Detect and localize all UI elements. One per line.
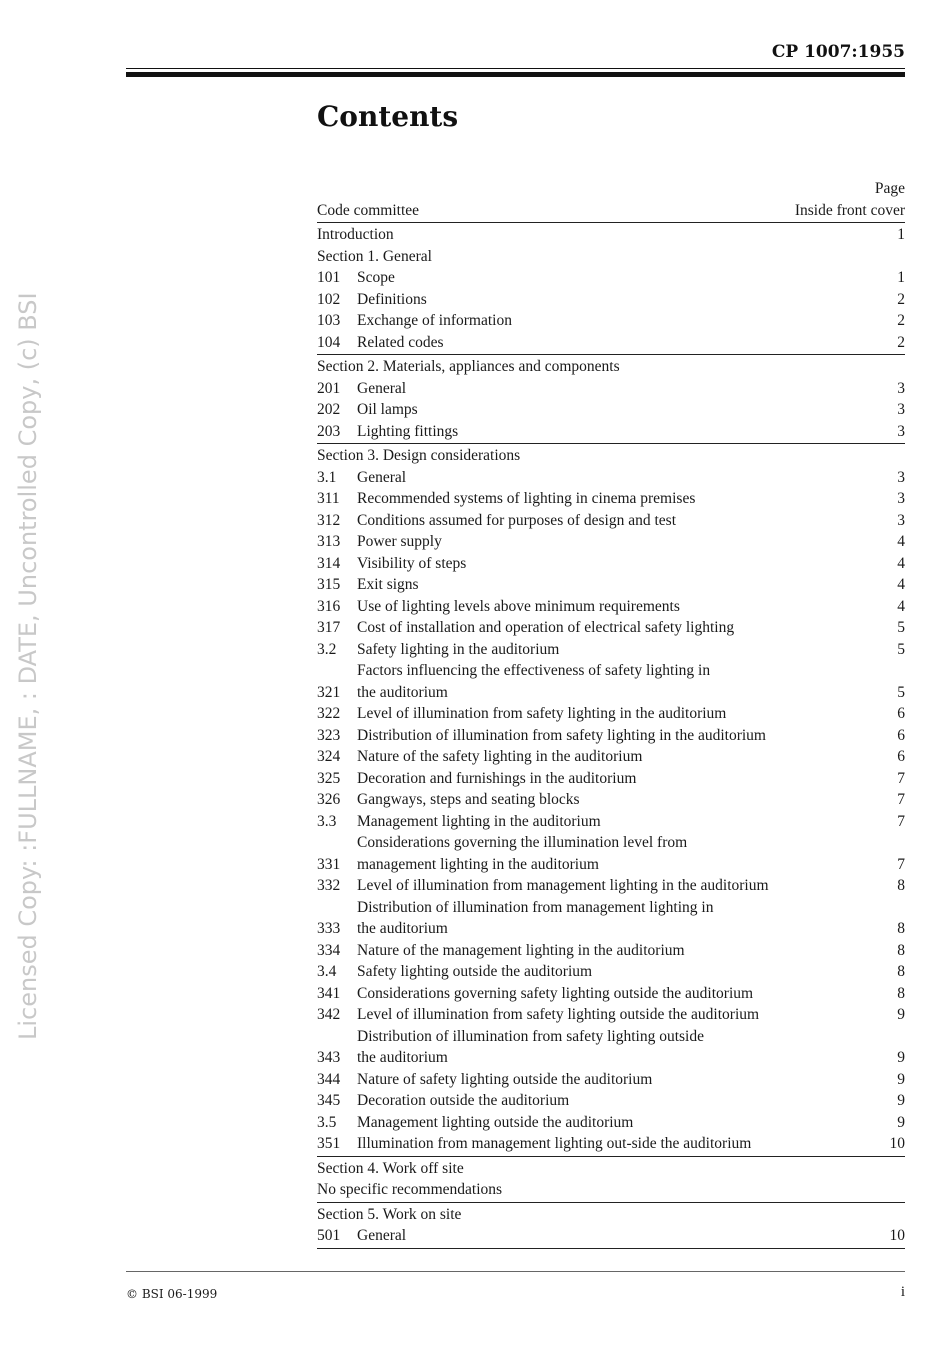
toc-entry-title-line: Section 5. Work on site [317, 1205, 462, 1223]
toc-entry-page: 8 [897, 920, 905, 937]
toc-entry [317, 421, 905, 445]
toc-entry-title-line: Decoration and furnishings in the auditorium [357, 769, 637, 787]
toc-entry-title [357, 811, 889, 833]
toc-entry-title [357, 768, 889, 790]
toc-entry-number: 3.1 [317, 468, 337, 486]
toc-entry-page: 3 [897, 401, 905, 418]
toc-heading-row [317, 356, 905, 378]
toc-entry-title-line: Distribution of illumination from management lighting in [357, 898, 714, 916]
toc-entry-title-continuation: the auditorium [357, 683, 448, 701]
toc-entry-title [317, 1204, 897, 1226]
toc-entry-title-line: Code committee [317, 201, 420, 219]
toc-entry-number: 203 [317, 422, 341, 440]
toc-entry-page: 6 [897, 748, 905, 765]
toc-entry-title-line: Definitions [357, 290, 427, 308]
toc-entry-number: 316 [317, 597, 341, 615]
toc-entry [317, 1225, 905, 1249]
toc-entry-title [357, 553, 889, 575]
toc-entry-number: 332 [317, 877, 341, 894]
toc-entry-number: 3.4 [317, 963, 337, 980]
toc-entry-title [357, 1069, 889, 1091]
toc-entry-page: 7 [897, 855, 905, 873]
toc-entry-title [357, 574, 889, 596]
toc-entry-page: Inside front cover [794, 201, 905, 219]
toc-entry-title-line: Use of lighting levels above minimum requirements [357, 597, 680, 615]
toc-entry-number: 351 [317, 1135, 341, 1152]
toc-entry-title-line: Nature of the safety lighting in the auditorium [357, 748, 643, 765]
toc-entry-title [357, 1004, 889, 1026]
toc-entry-title [357, 1225, 882, 1247]
toc-entry-title [357, 983, 889, 1005]
toc-entry-page: 6 [897, 705, 905, 722]
toc-entry-number: 331 [317, 855, 341, 873]
toc-entry-title-line: No specific recommendations [317, 1181, 503, 1198]
header-rule-thick [126, 72, 905, 77]
toc-entry-title [357, 725, 889, 747]
toc-entry-title-line: Scope [357, 269, 395, 286]
toc-entry [317, 510, 905, 532]
toc-heading-row [317, 246, 905, 268]
toc-entry-page: 4 [897, 533, 905, 550]
toc-entry-title-line: Cost of installation and operation of electrical safety lighting [357, 619, 735, 636]
toc-entry [317, 574, 905, 596]
toc-entry-number: 312 [317, 511, 341, 529]
toc-entry-title-line: Considerations governing the illumination level from [357, 834, 688, 851]
toc-entry-title-line: General [357, 468, 407, 486]
header-rule-thin [126, 68, 905, 69]
toc-entry-title [357, 289, 889, 311]
toc-entry [317, 1112, 905, 1134]
toc-entry-title [357, 639, 889, 661]
toc-entry [317, 617, 905, 639]
toc-entry-title [357, 746, 889, 768]
toc-entry-title [357, 1133, 882, 1155]
toc-entry-title-line: Power supply [357, 533, 442, 550]
footer-page-number: i [900, 1284, 905, 1300]
toc-entry-page: 8 [897, 963, 905, 980]
toc-entry-title-line: Related codes [357, 333, 444, 351]
toc-entry-title-line: Safety lighting in the auditorium [357, 640, 560, 658]
toc-entry-number: 3.3 [317, 812, 337, 830]
toc-entry-title-continuation: the auditorium [357, 1049, 448, 1066]
toc-entry [317, 746, 905, 768]
page-title: Contents [317, 100, 459, 133]
toc-entry-title-line: General [357, 379, 407, 397]
toc-entry [317, 1133, 905, 1157]
toc-entry-title-line: Exit signs [357, 576, 419, 593]
toc-entry [317, 310, 905, 332]
toc-heading-row [317, 200, 905, 224]
toc-entry-page: 3 [897, 379, 905, 397]
toc-entry-page: 5 [897, 683, 905, 701]
toc-entry-page: 10 [889, 1135, 905, 1152]
toc-entry-title-line: Level of illumination from safety lighting in the auditorium [357, 705, 727, 722]
toc-entry-title-line: Management lighting in the auditorium [357, 812, 601, 830]
toc-entry-title [357, 399, 889, 421]
toc-entry-title [357, 897, 889, 940]
toc-entry-page: 10 [889, 1227, 905, 1244]
toc-entry [317, 488, 905, 510]
toc-entry-title-line: Section 2. Materials, appliances and components [317, 358, 620, 375]
toc-entry-title [357, 1090, 889, 1112]
toc-entry [317, 660, 905, 703]
toc-entry-page: 2 [897, 290, 905, 308]
toc-entry-title [357, 617, 889, 639]
toc-entry-title [357, 940, 889, 962]
toc-entry-title [357, 267, 889, 289]
toc-entry-title-line: Visibility of steps [357, 554, 467, 572]
toc-entry-title-line: Management lighting outside the auditorium [357, 1113, 634, 1131]
toc-entry-title-line: General [357, 1227, 407, 1244]
toc-entry [317, 768, 905, 790]
toc-entry-title [357, 378, 889, 400]
toc-entry [317, 725, 905, 747]
toc-entry [317, 832, 905, 875]
toc-entry-page: 2 [897, 312, 905, 329]
toc-entry-title-line: Oil lamps [357, 401, 418, 418]
footer-rule [126, 1271, 905, 1272]
footer-copyright: © BSI 06-1999 [126, 1287, 218, 1301]
toc-entry-title [317, 1158, 897, 1180]
toc-entry [317, 1069, 905, 1091]
toc-entry-title-line: Safety lighting outside the auditorium [357, 963, 593, 980]
toc-entry-title-line: Section 1. General [317, 247, 432, 265]
toc-entry-title-line: Recommended systems of lighting in cinema premises [357, 490, 696, 507]
toc-entry-number: 104 [317, 333, 341, 351]
toc-entry-number: 343 [317, 1049, 341, 1066]
toc-entry-number: 103 [317, 312, 341, 329]
toc-entry-number: 345 [317, 1092, 341, 1109]
toc-entry-number: 325 [317, 769, 341, 787]
toc-entry-number: 311 [317, 490, 340, 507]
toc-entry-number: 333 [317, 920, 341, 937]
toc-entry-page: 4 [897, 576, 905, 593]
toc-entry-number: 334 [317, 941, 341, 959]
toc-entry-number: 341 [317, 984, 341, 1002]
toc-entry-title-line: Conditions assumed for purposes of design and test [357, 511, 677, 529]
toc-entry [317, 399, 905, 421]
toc-entry-title [317, 200, 787, 222]
toc-entry-page: 3 [897, 490, 905, 507]
toc-entry [317, 983, 905, 1005]
toc-entry-title [317, 246, 897, 268]
toc-entry-number: 317 [317, 619, 341, 636]
toc-entry-page: 8 [897, 877, 905, 894]
toc-entry [317, 332, 905, 356]
toc-entry [317, 596, 905, 618]
toc-entry-title [317, 356, 897, 378]
toc-entry-title-line: Distribution of illumination from safety lighting in the auditorium [357, 726, 766, 744]
toc-entry-number: 324 [317, 748, 341, 765]
toc-entry-page: 1 [897, 269, 905, 286]
toc-entry-title [317, 224, 889, 246]
toc-entry [317, 378, 905, 400]
watermark: Licensed Copy: :FULLNAME, : DATE, Uncontrolled Copy, (c) BSI [14, 292, 42, 1040]
toc-entry-number: 102 [317, 290, 341, 308]
toc-entry-title [317, 445, 897, 467]
toc-entry-page: 3 [897, 422, 905, 440]
toc-entry-title-line: Illumination from management lighting out-side the auditorium [357, 1135, 752, 1152]
toc-entry-title-line: Exchange of information [357, 312, 512, 329]
toc-entry-title-line: Section 3. Design considerations [317, 447, 521, 464]
toc-entry-title-line: Level of illumination from management lighting in the auditorium [357, 877, 769, 894]
toc-entry-title-continuation: the auditorium [357, 920, 448, 937]
contents-table [317, 178, 905, 1250]
toc-entry-number: 315 [317, 576, 341, 593]
toc-entry-page: 2 [897, 333, 905, 351]
toc-entry-page: 7 [897, 791, 905, 808]
toc-entry-title-line: Considerations governing safety lighting outside the auditorium [357, 984, 754, 1002]
toc-entry-title [357, 789, 889, 811]
toc-entry-title-line: Gangways, steps and seating blocks [357, 791, 580, 808]
toc-entry-page: 9 [897, 1113, 905, 1131]
toc-entry-page: 7 [897, 812, 905, 830]
contents-rows [317, 200, 905, 1249]
toc-entry-number: 202 [317, 401, 341, 418]
toc-entry-title-line: Factors influencing the effectiveness of safety lighting in [357, 662, 711, 679]
toc-entry-number: 344 [317, 1070, 341, 1088]
toc-entry-page: 4 [897, 597, 905, 615]
toc-entry-number: 314 [317, 554, 341, 572]
toc-entry-title [357, 332, 889, 354]
toc-entry [317, 811, 905, 833]
toc-heading-row [317, 1179, 905, 1203]
toc-entry-page: 7 [897, 769, 905, 787]
toc-entry-number: 322 [317, 705, 341, 722]
toc-entry [317, 267, 905, 289]
toc-entry [317, 553, 905, 575]
toc-entry-page: 8 [897, 984, 905, 1002]
toc-entry [317, 789, 905, 811]
toc-entry-title [357, 1112, 889, 1134]
toc-entry-title [317, 1179, 897, 1201]
toc-entry-title-line: Nature of the management lighting in the auditorium [357, 941, 685, 959]
toc-entry-title-continuation: management lighting in the auditorium [357, 855, 599, 873]
toc-entry-title-line: Section 4. Work off site [317, 1159, 464, 1177]
toc-entry [317, 467, 905, 489]
toc-entry-page: 3 [897, 511, 905, 529]
toc-entry-title-line: Lighting fittings [357, 422, 459, 440]
toc-entry-title [357, 596, 889, 618]
toc-entry-title [357, 467, 889, 489]
page-column-heading: Page [874, 180, 905, 197]
toc-entry-title-line: Decoration outside the auditorium [357, 1092, 570, 1109]
toc-entry-title [357, 703, 889, 725]
toc-entry [317, 703, 905, 725]
toc-entry [317, 875, 905, 897]
toc-heading-row [317, 1158, 905, 1180]
toc-entry-title [357, 510, 889, 532]
toc-entry-page: 9 [897, 1070, 905, 1088]
toc-entry-page: 9 [897, 1006, 905, 1023]
toc-entry [317, 961, 905, 983]
toc-entry-number: 342 [317, 1006, 341, 1023]
toc-entry [317, 1090, 905, 1112]
toc-entry-title [357, 1026, 889, 1069]
toc-entry-page: 1 [897, 226, 905, 243]
toc-heading-row [317, 224, 905, 246]
document-code: CP 1007:1955 [771, 42, 905, 62]
toc-entry [317, 897, 905, 940]
toc-entry-title-line: Distribution of illumination from safety lighting outside [357, 1027, 704, 1045]
toc-entry [317, 639, 905, 661]
toc-entry-page: 3 [897, 468, 905, 486]
toc-heading-row [317, 445, 905, 467]
toc-entry-page: 6 [897, 726, 905, 744]
toc-entry [317, 1026, 905, 1069]
toc-entry-number: 3.2 [317, 640, 337, 658]
toc-entry-page: 4 [897, 554, 905, 572]
toc-entry-page: 8 [897, 941, 905, 959]
toc-entry-title [357, 660, 889, 703]
toc-entry [317, 531, 905, 553]
toc-entry-page: 5 [897, 640, 905, 658]
toc-entry-title [357, 832, 889, 875]
toc-entry-number: 201 [317, 379, 341, 397]
toc-entry-number: 321 [317, 683, 341, 701]
toc-entry-number: 3.5 [317, 1113, 337, 1131]
toc-entry-title [357, 488, 889, 510]
toc-entry-page: 9 [897, 1049, 905, 1066]
toc-entry-title-line: Nature of safety lighting outside the auditorium [357, 1070, 653, 1088]
toc-entry-page: 5 [897, 619, 905, 636]
toc-entry-title [357, 421, 889, 443]
toc-entry-title-line: Introduction [317, 226, 394, 243]
toc-entry-title-line: Level of illumination from safety lighting outside the auditorium [357, 1006, 760, 1023]
toc-entry [317, 940, 905, 962]
toc-entry-number: 501 [317, 1227, 341, 1244]
toc-entry-number: 326 [317, 791, 341, 808]
toc-entry-title [357, 310, 889, 332]
toc-entry-title [357, 961, 889, 983]
toc-entry-number: 101 [317, 269, 341, 286]
toc-heading-row [317, 1204, 905, 1226]
toc-entry-number: 313 [317, 533, 341, 550]
toc-entry-title [357, 875, 889, 897]
toc-entry-title [357, 531, 889, 553]
toc-entry [317, 1004, 905, 1026]
toc-entry-number: 323 [317, 726, 341, 744]
toc-entry-page: 9 [897, 1092, 905, 1109]
toc-entry [317, 289, 905, 311]
